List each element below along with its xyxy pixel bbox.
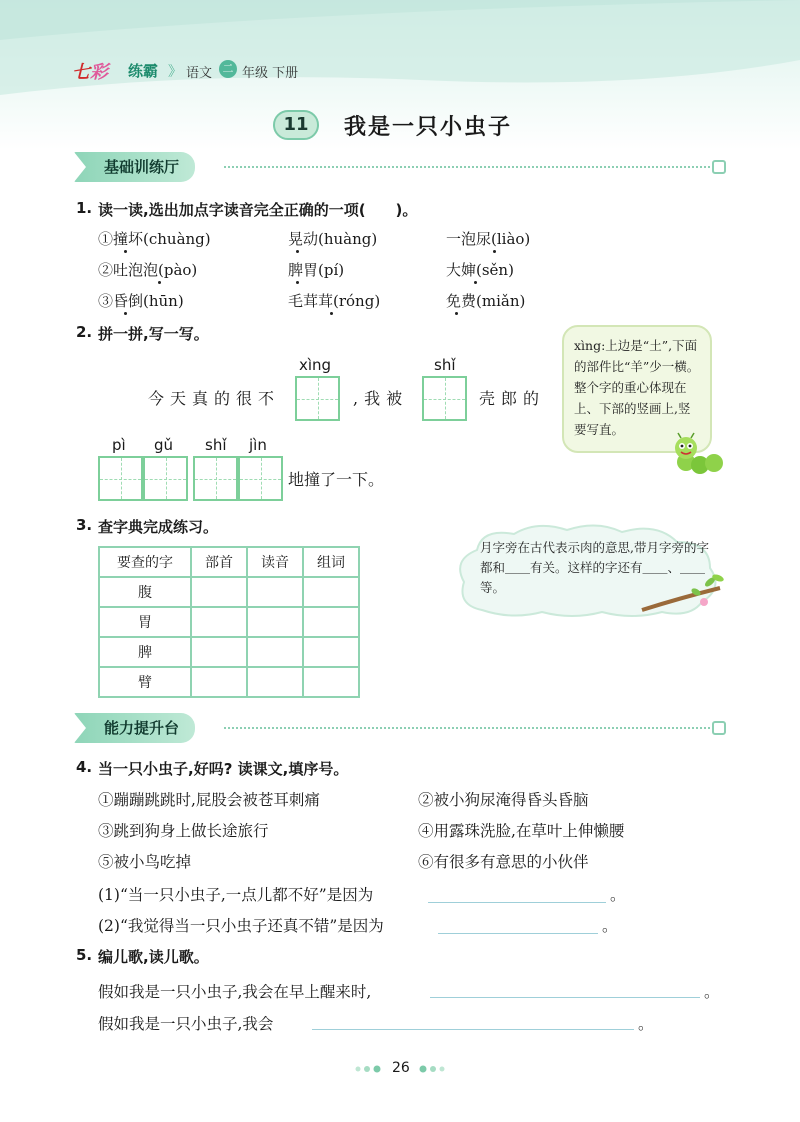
dictionary-table [98,546,360,698]
writing-tip-note: xìng:上边是“土”,下面的部件比“羊”少一横。整个字的重心体现在上、下部的竖画上,竖要写直。 [562,325,712,453]
q5-line1-end: 。 [704,983,720,1001]
q3-number: 3. [76,516,93,534]
table-char-cell: 胃 [99,607,191,637]
banner-notch [74,713,86,743]
q2-number: 2. [76,323,93,341]
q2-prompt: 拼一拼,写一写。 [98,325,209,343]
answer-line-q5-1[interactable] [430,997,700,998]
q4-prompt: 当一只小虫子,好吗? 读课文,填序号。 [98,760,349,778]
pinyin-xing: xìng [299,356,332,374]
q1-option-1b: 晃动(huàng) [288,230,378,248]
caterpillar-icon [672,432,728,478]
q1-option-1a: ①撞坏(chuàng) [98,230,211,248]
brand-char-2: 彩 [90,62,108,83]
brand-char-1: 七 [72,62,90,83]
q5-line1: 假如我是一只小虫子,我会在早上醒来时, [98,983,372,1001]
q5-prompt: 编儿歌,读儿歌。 [98,948,209,966]
banner-dotted-line [224,727,710,729]
answer-cell[interactable] [247,577,303,607]
q1-option-3c: 免费(miǎn) [446,292,526,310]
answer-cell[interactable] [247,667,303,697]
q1-prompt: 读一读,选出加点字读音完全正确的一项( )。 [98,201,418,219]
q4-item-2: ②被小狗尿淹得昏头昏脑 [418,791,589,809]
section-title-basic: 基础训练厅 [74,152,195,182]
q2-sentence-part1: 今天真的很不 [148,389,281,408]
writing-cell-jin[interactable] [238,456,283,501]
answer-cell[interactable] [247,637,303,667]
answer-cell[interactable] [303,607,359,637]
emphasis-dot [296,281,299,284]
q4-item-5: ⑤被小鸟吃掉 [98,853,192,871]
table-header: 读音 [247,547,303,577]
emphasis-dot [330,312,333,315]
lesson-number-badge: 11 [273,110,319,140]
section-banner-advanced [74,713,728,745]
banner-square-icon [712,160,726,174]
banner-square-icon [712,721,726,735]
answer-cell[interactable] [303,637,359,667]
q2-sentence-part2: ,我被 [353,389,409,408]
emphasis-dot [493,250,496,253]
section-title-advanced: 能力提升台 [74,713,195,743]
grade-label: 年级 下册 [242,66,299,81]
q5-line2: 假如我是一只小虫子,我会 [98,1015,274,1033]
q1-option-3b: 毛茸茸(róng) [288,292,381,310]
q5-number: 5. [76,946,93,964]
table-row [99,637,359,667]
table-header-row [99,547,359,577]
grade-badge: 二 [219,60,237,78]
table-row [99,577,359,607]
answer-cell[interactable] [191,667,247,697]
emphasis-dot [474,281,477,284]
q4-sub2-end: 。 [602,917,618,935]
q5-line2-end: 。 [638,1015,654,1033]
answer-cell[interactable] [247,607,303,637]
table-row [99,607,359,637]
brand-name: 练霸 [128,62,159,80]
q2-sentence-part4: 地撞了一下。 [288,470,385,489]
table-header: 部首 [191,547,247,577]
writing-cell-gu[interactable] [143,456,188,501]
section-banner-basic [74,152,728,184]
q1-option-1c: 一泡尿(liào) [446,230,531,248]
branch-icon [640,570,730,615]
writing-cell-shi-2[interactable] [193,456,238,501]
page-number: 26 [392,1060,410,1076]
writing-cell-xing[interactable] [295,376,340,421]
answer-cell[interactable] [303,667,359,697]
pinyin-pi: pì [112,436,126,454]
emphasis-dot [296,250,299,253]
q1-number: 1. [76,199,93,217]
q4-item-6: ⑥有很多有意思的小伙伴 [418,853,589,871]
answer-cell[interactable] [191,637,247,667]
table-header: 要查的字 [99,547,191,577]
banner-notch [74,152,86,182]
answer-line-q4-2[interactable] [438,933,598,934]
banner-dotted-line [224,166,710,168]
q1-option-2a: ②吐泡泡(pào) [98,261,198,279]
q1-option-2c: 大婶(sěn) [446,261,514,279]
pinyin-jin: jìn [249,436,267,454]
pinyin-shi-2: shǐ [205,436,227,454]
emphasis-dot [158,281,161,284]
q4-item-3: ③跳到狗身上做长途旅行 [98,822,269,840]
writing-cell-pi[interactable] [98,456,143,501]
answer-line-q5-2[interactable] [312,1029,634,1030]
table-char-cell: 脾 [99,637,191,667]
q4-sub2: (2)“我觉得当一只小虫子还真不错”是因为 [98,917,384,935]
chevron-right-icon: 》 [168,64,182,80]
subject-label: 语文 [186,66,213,81]
answer-line-q4-1[interactable] [428,902,606,903]
q4-item-4: ④用露珠洗脸,在草叶上伸懒腰 [418,822,625,840]
q4-number: 4. [76,758,93,776]
table-header: 组词 [303,547,359,577]
pinyin-gu: gǔ [154,436,174,454]
emphasis-dot [124,312,127,315]
brand-logo [72,58,108,84]
q2-sentence-part3: 壳郎的 [479,389,546,408]
table-row [99,667,359,697]
q4-sub1: (1)“当一只小虫子,一点儿都不好”是因为 [98,886,374,904]
emphasis-dot [455,312,458,315]
pinyin-shi: shǐ [434,356,456,374]
answer-cell[interactable] [303,577,359,607]
table-char-cell: 臂 [99,667,191,697]
q1-option-3a: ③昏倒(hūn) [98,292,184,310]
lesson-title: 我是一只小虫子 [344,114,513,140]
answer-cell[interactable] [191,577,247,607]
q4-sub1-end: 。 [610,886,626,904]
q3-prompt: 查字典完成练习。 [98,518,219,536]
emphasis-dot [124,250,127,253]
table-char-cell: 腹 [99,577,191,607]
writing-cell-shi[interactable] [422,376,467,421]
cloud-tip-text: 月字旁在古代表示肉的意思,带月字旁的字都和＿＿有关。这样的字还有＿＿、＿＿等。 [480,540,709,595]
q1-option-2b: 脾胃(pí) [288,261,345,279]
answer-cell[interactable] [191,607,247,637]
q4-item-1: ①蹦蹦跳跳时,屁股会被苍耳刺痛 [98,791,320,809]
